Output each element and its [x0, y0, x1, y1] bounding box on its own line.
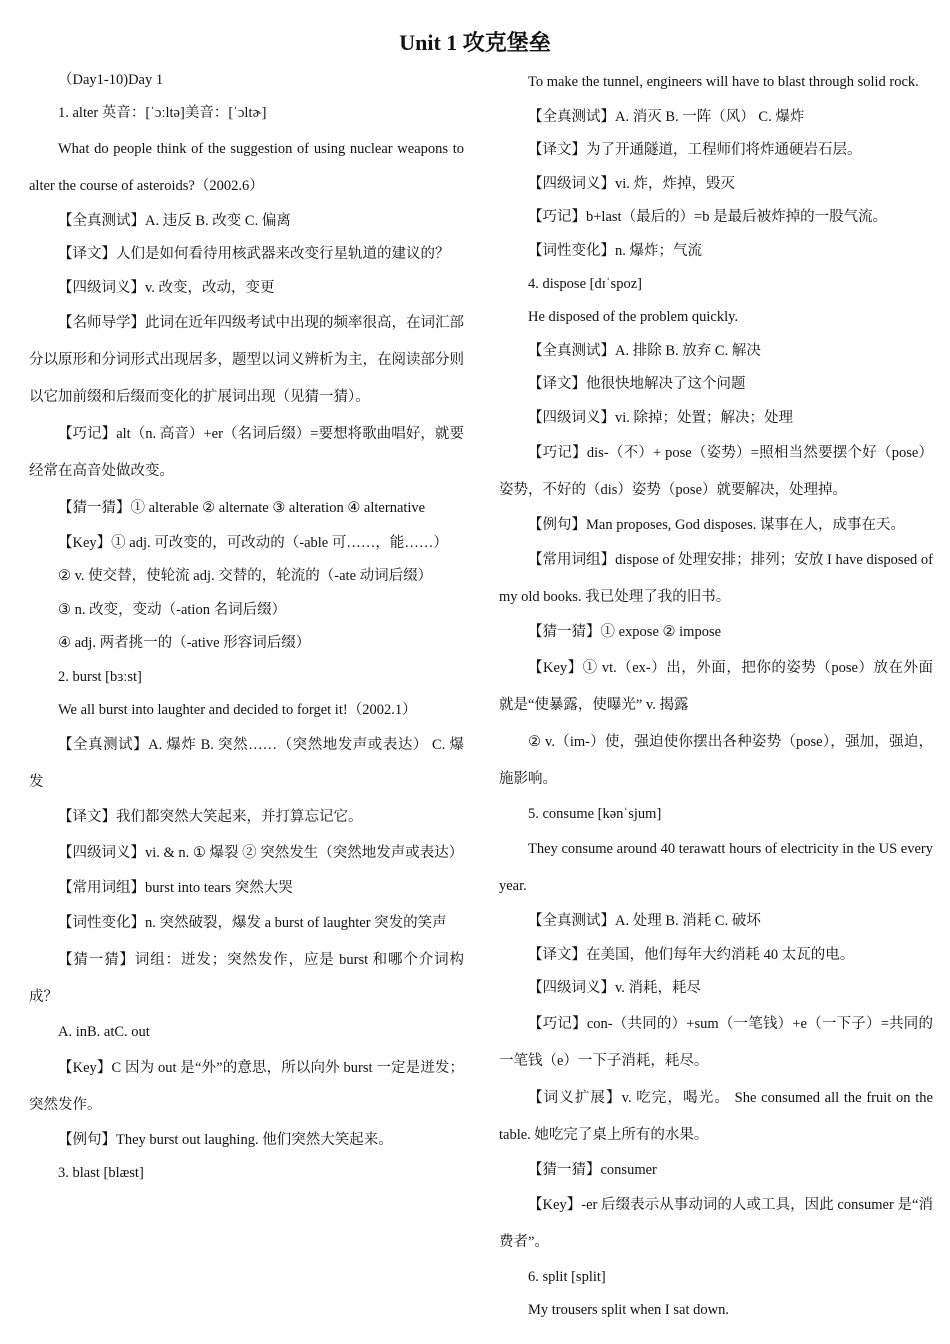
word-form-line: 【词性变化】n. 突然破裂，爆发 a burst of laughter 突发的笑声 — [58, 915, 447, 932]
example-line: 【例句】Man proposes, God disposes. 谋事在人，成事在天。 — [528, 517, 905, 534]
guess-line: 【猜一猜】consumer — [528, 1161, 657, 1178]
example-line: 【例句】They burst out laughing. 他们突然大笑起来。 — [58, 1131, 393, 1148]
translation-line: 【译文】为了开通隧道，工程师们将炸通硬岩石层。 — [528, 142, 862, 159]
example-sentence: He disposed of the problem quickly. — [528, 309, 739, 326]
guess-line: 【猜一猜】词组：迸发；突然发作，应是 burst 和哪个介词构成？ — [29, 952, 464, 1006]
translation-line: 【译文】在美国，他们每年大约消耗 40 太瓦的电。 — [528, 946, 855, 963]
quiz-line: 【全真测试】A. 排除 B. 放弃 C. 解决 — [528, 342, 761, 359]
translation-line: 【译文】我们都突然大笑起来，并打算忘记它。 — [58, 809, 363, 826]
quiz-line: 【全真测试】A. 消灭 B. 一阵（风） C. 爆炸 — [528, 109, 805, 125]
quiz-line: 【全真测试】A. 违反 B. 改变 C. 偏离 — [58, 212, 291, 229]
key-item: ② v.（im-）使，强迫使你摆出各种姿势（pose），强加，强迫，施影响。 — [499, 733, 933, 787]
page-title: Unit 1 攻克堡垒 — [399, 30, 551, 55]
key-item: ③ n. 改变，变动（-ation 名词后缀） — [58, 601, 287, 618]
example-sentence: We all burst into laughter and decided to forget it!（2002.1） — [58, 702, 417, 719]
word-entry-burst: 2. burst [bɜːst] — [58, 668, 142, 685]
example-sentence: They consume around 40 terawatt hours of electricity in the US every year. — [499, 841, 933, 895]
quiz-line: 【全真测试】A. 爆炸 B. 突然……（突然地发声或表达） C. 爆发 — [29, 737, 464, 791]
teacher-guide: 【名师导学】此词在近年四级考试中出现的频率很高，在词汇部分以原形和分词形式出现居多，题型以词义辨析为主，在阅读部分则以它加前缀和后缀而变化的扩展词出现（见猜一猜）。 — [29, 315, 464, 406]
word-entry-split: 6. split [split] — [528, 1268, 606, 1285]
word-entry-blast: 3. blast [blæst] — [58, 1165, 144, 1182]
word-entry-alter: 1. alter 英音：[ˈɔːltə]美音：[ˈɔltɚ] — [58, 105, 267, 122]
day-heading: （Day1-10)Day 1 — [58, 72, 164, 88]
options-line: A. inB. atC. out — [58, 1024, 150, 1041]
quiz-line: 【全真测试】A. 处理 B. 消耗 C. 破坏 — [528, 913, 761, 930]
guess-line: 【猜一猜】① alterable ② alternate ③ alteration ④ alternative — [58, 500, 426, 517]
word-entry-consume: 5. consume [kənˈsjum] — [528, 805, 662, 822]
word-form-line: 【词性变化】n. 爆炸；气流 — [528, 242, 702, 259]
definition-line: 【四级词义】v. 改变，改动，变更 — [58, 279, 275, 296]
meaning-extension: 【词义扩展】v. 吃完，喝光。 She consumed all the fruit on the table. 她吃完了桌上所有的水果。 — [499, 1089, 933, 1143]
translation-line: 【译文】他很快地解决了这个问题 — [528, 376, 746, 393]
translation-line: 【译文】人们是如何看待用核武器来改变行星轨道的建议的？ — [58, 246, 450, 263]
definition-line: 【四级词义】vi. & n. ① 爆裂 ② 突然发生（突然地发声或表达） — [58, 844, 464, 861]
memory-tip: 【巧记】dis-（不）+ pose（姿势）=照相当然要摆个好（pose）姿势，不好的（dis）姿势（pose）就要解决，处理掉。 — [499, 445, 933, 499]
memory-tip: 【巧记】alt（n. 高音）+er（名词后缀）=要想将歌曲唱好，就要经常在高音处做改变。 — [29, 426, 464, 480]
memory-tip: 【巧记】b+last（最后的）=b 是最后被炸掉的一股气流。 — [528, 209, 888, 226]
example-sentence: What do people think of the suggestion of using nuclear weapons to alter the course of asteroids?（2002.6） — [29, 140, 464, 194]
left-column — [29, 64, 464, 1191]
guess-line: 【猜一猜】① expose ② impose — [528, 624, 722, 641]
memory-tip: 【巧记】con-（共同的）+sum（一笔钱）+e（一下子）=共同的一笔钱（e）一下子消耗，耗尽。 — [499, 1015, 933, 1069]
key-item: ④ adj. 两者挑一的（-ative 形容词后缀） — [58, 635, 311, 652]
definition-line: 【四级词义】v. 消耗，耗尽 — [528, 980, 702, 997]
right-column — [499, 64, 933, 1328]
key-line: 【Key】① vt.（ex-）出，外面，把你的姿势（pose）放在外面就是“使暴露，使曝光” v. 揭露 — [499, 659, 933, 713]
example-sentence: My trousers split when I sat down. — [528, 1302, 729, 1319]
word-entry-dispose: 4. dispose [dɪˈspoz] — [528, 276, 642, 293]
key-line: 【Key】C 因为 out 是“外”的意思，所以向外 burst 一定是迸发；突然发作。 — [29, 1059, 464, 1113]
key-item: ② v. 使交替，使轮流 adj. 交替的，轮流的（-ate 动词后缀） — [58, 568, 433, 585]
key-line: 【Key】① adj. 可改变的，可改动的（-able 可……，能……） — [58, 535, 448, 552]
definition-line: 【四级词义】vi. 炸，炸掉，毁灭 — [528, 175, 736, 192]
key-line: 【Key】-er 后缀表示从事动词的人或工具，因此 consumer 是“消费者”。 — [499, 1196, 933, 1250]
definition-line: 【四级词义】vi. 除掉；处置；解决；处理 — [528, 409, 794, 426]
example-sentence: To make the tunnel, engineers will have to blast through solid rock. — [528, 74, 919, 90]
phrase-line: 【常用词组】burst into tears 突然大哭 — [58, 879, 293, 896]
phrase-line: 【常用词组】dispose of 处理安排；排列；安放 I have disposed of my old books. 我已处理了我的旧书。 — [499, 552, 933, 606]
